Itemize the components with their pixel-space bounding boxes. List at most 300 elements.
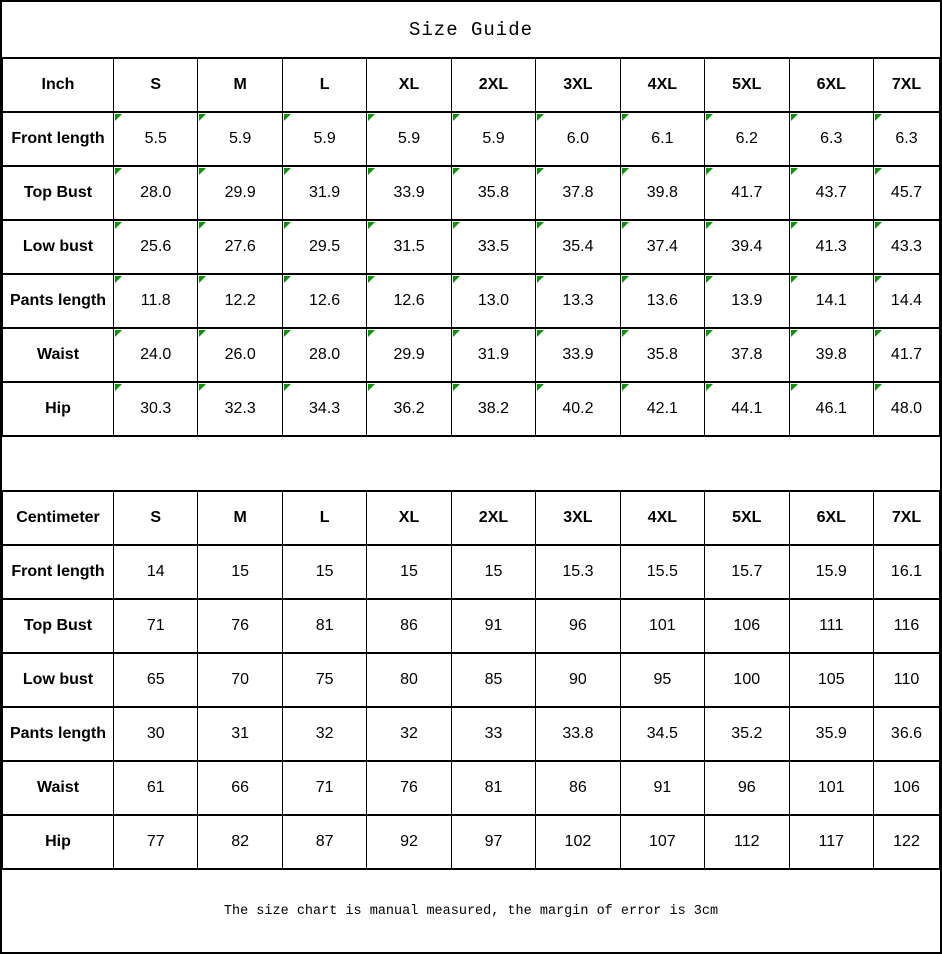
value-cell — [536, 112, 620, 166]
value-text: 40.2 — [562, 400, 594, 417]
table-spacer — [2, 437, 940, 490]
value-cell — [789, 761, 874, 815]
value-text: 37.8 — [731, 346, 763, 363]
value-text: 95 — [653, 671, 672, 688]
size-header-cell: 6XL — [789, 58, 874, 112]
value-text: 116 — [893, 617, 920, 634]
value-cell — [705, 166, 789, 220]
value-text: 5.9 — [313, 130, 336, 147]
value-text: 105 — [817, 671, 845, 688]
number-as-text-flag-icon — [791, 114, 798, 121]
value-text: 39.8 — [815, 346, 847, 363]
value-text: 96 — [737, 779, 756, 796]
value-text: 32 — [315, 725, 334, 742]
size-header-cell: 2XL — [451, 58, 535, 112]
value-text: 5.5 — [144, 130, 167, 147]
size-header-cell: 5XL — [705, 58, 789, 112]
table-row — [3, 112, 940, 166]
value-cell — [705, 815, 789, 869]
value-text: 15.3 — [562, 563, 594, 580]
value-cell — [789, 274, 874, 328]
number-as-text-flag-icon — [537, 330, 544, 337]
value-cell — [536, 220, 620, 274]
number-as-text-flag-icon — [875, 114, 882, 121]
value-cell — [789, 328, 874, 382]
value-cell — [536, 382, 620, 436]
value-cell — [620, 328, 704, 382]
page-title: Size Guide — [408, 18, 534, 41]
size-header-cell: S — [114, 491, 198, 545]
number-as-text-flag-icon — [791, 384, 798, 391]
centimeter-size-table — [2, 490, 940, 870]
number-as-text-flag-icon — [537, 168, 544, 175]
number-as-text-flag-icon — [622, 114, 629, 121]
value-cell — [451, 328, 535, 382]
value-text: 34.3 — [309, 400, 341, 417]
value-text: 6.1 — [651, 130, 674, 147]
number-as-text-flag-icon — [368, 114, 375, 121]
size-header-cell: 4XL — [620, 491, 704, 545]
table-row — [3, 328, 940, 382]
number-as-text-flag-icon — [791, 330, 798, 337]
measurement-label-cell: Waist — [3, 761, 114, 815]
value-text: 12.6 — [393, 292, 425, 309]
size-header-cell: M — [198, 491, 282, 545]
number-as-text-flag-icon — [706, 168, 713, 175]
value-text: 13.3 — [562, 292, 594, 309]
number-as-text-flag-icon — [791, 168, 798, 175]
value-cell — [705, 328, 789, 382]
value-cell — [705, 707, 789, 761]
value-text: 35.2 — [731, 725, 763, 742]
value-cell — [114, 382, 198, 436]
number-as-text-flag-icon — [453, 330, 460, 337]
size-header-cell: XL — [367, 491, 451, 545]
measurement-label-cell: Hip — [3, 815, 114, 869]
number-as-text-flag-icon — [706, 222, 713, 229]
value-text: 106 — [733, 617, 761, 634]
value-text: 31.5 — [393, 238, 425, 255]
value-text: 35.9 — [815, 725, 847, 742]
value-cell — [874, 599, 940, 653]
value-cell — [451, 599, 535, 653]
value-cell — [451, 653, 535, 707]
value-text: 96 — [569, 617, 587, 634]
table-row — [3, 382, 940, 436]
value-cell — [874, 815, 940, 869]
measurement-label-cell: Waist — [3, 328, 114, 382]
value-cell — [451, 166, 535, 220]
inch-size-table — [2, 57, 940, 437]
value-text: 35.8 — [477, 184, 510, 201]
value-text: 31 — [231, 725, 250, 742]
size-header-cell: 5XL — [705, 491, 789, 545]
number-as-text-flag-icon — [368, 276, 375, 283]
value-text: 28.0 — [140, 184, 172, 201]
value-text: 34.5 — [646, 725, 678, 742]
unit-header-cell: Centimeter — [3, 491, 114, 545]
value-cell — [367, 707, 451, 761]
value-text: 90 — [569, 671, 587, 688]
measurement-label-cell: Low bust — [3, 220, 114, 274]
value-cell — [367, 599, 451, 653]
footer-note: The size chart is manual measured, the margin of error is 3cm — [223, 903, 719, 919]
table-row — [3, 761, 940, 815]
number-as-text-flag-icon — [791, 276, 798, 283]
value-cell — [620, 815, 704, 869]
value-cell — [451, 815, 535, 869]
value-cell — [114, 545, 198, 599]
value-cell — [620, 761, 704, 815]
number-as-text-flag-icon — [791, 222, 798, 229]
value-text: 80 — [400, 671, 418, 688]
value-text: 41.7 — [890, 346, 923, 363]
number-as-text-flag-icon — [622, 384, 629, 391]
value-cell — [620, 653, 704, 707]
measurement-label-cell: Low bust — [3, 653, 114, 707]
value-cell — [536, 599, 620, 653]
value-text: 117 — [818, 833, 844, 850]
number-as-text-flag-icon — [875, 384, 882, 391]
value-cell — [282, 220, 366, 274]
value-text: 100 — [733, 671, 761, 688]
number-as-text-flag-icon — [115, 384, 122, 391]
value-cell — [114, 707, 198, 761]
value-text: 41.7 — [731, 184, 763, 201]
value-cell — [620, 274, 704, 328]
size-header-cell: 4XL — [620, 58, 704, 112]
value-cell — [620, 707, 704, 761]
table-row — [3, 545, 940, 599]
value-cell — [198, 220, 282, 274]
value-cell — [536, 707, 620, 761]
size-header-cell: 7XL — [874, 491, 940, 545]
value-cell — [536, 815, 620, 869]
number-as-text-flag-icon — [875, 276, 882, 283]
value-cell — [198, 328, 282, 382]
value-cell — [874, 328, 940, 382]
value-text: 30.3 — [140, 400, 172, 417]
value-text: 97 — [484, 833, 503, 850]
measurement-label-cell: Front length — [3, 545, 114, 599]
value-cell — [705, 761, 789, 815]
value-cell — [451, 382, 535, 436]
value-text: 110 — [893, 671, 920, 688]
value-text: 15.7 — [731, 563, 763, 580]
value-text: 35.8 — [646, 346, 678, 363]
value-text: 82 — [231, 833, 250, 850]
number-as-text-flag-icon — [622, 330, 629, 337]
measurement-label-cell: Top Bust — [3, 166, 114, 220]
value-cell — [620, 112, 704, 166]
value-text: 102 — [564, 833, 592, 850]
value-cell — [536, 274, 620, 328]
value-cell — [114, 220, 198, 274]
value-text: 44.1 — [731, 400, 763, 417]
value-cell — [705, 112, 789, 166]
value-cell — [198, 761, 282, 815]
table-row — [3, 815, 940, 869]
number-as-text-flag-icon — [453, 384, 460, 391]
value-text: 35.4 — [562, 238, 594, 255]
value-cell — [114, 166, 198, 220]
number-as-text-flag-icon — [368, 384, 375, 391]
value-cell — [874, 761, 940, 815]
number-as-text-flag-icon — [706, 384, 713, 391]
size-header-cell: M — [198, 58, 282, 112]
value-cell — [620, 599, 704, 653]
value-cell — [789, 815, 874, 869]
value-cell — [282, 761, 366, 815]
value-text: 111 — [819, 617, 844, 634]
size-header-cell: 2XL — [451, 491, 535, 545]
size-header-cell: L — [282, 491, 366, 545]
value-cell — [114, 274, 198, 328]
value-text: 31.9 — [477, 346, 510, 363]
value-text: 38.2 — [477, 400, 510, 417]
number-as-text-flag-icon — [115, 276, 122, 283]
value-cell — [705, 599, 789, 653]
value-text: 91 — [653, 779, 672, 796]
value-cell — [367, 274, 451, 328]
value-cell — [282, 545, 366, 599]
number-as-text-flag-icon — [199, 168, 206, 175]
value-text: 71 — [146, 617, 165, 634]
measurement-label-cell: Front length — [3, 112, 114, 166]
value-cell — [705, 274, 789, 328]
header-row — [3, 58, 940, 112]
value-text: 42.1 — [646, 400, 678, 417]
value-cell — [451, 761, 535, 815]
value-cell — [282, 815, 366, 869]
value-text: 6.2 — [735, 130, 758, 147]
size-header-cell: XL — [367, 58, 451, 112]
value-text: 48.0 — [890, 400, 923, 417]
number-as-text-flag-icon — [115, 222, 122, 229]
value-text: 15.5 — [646, 563, 678, 580]
value-cell — [114, 761, 198, 815]
value-cell — [282, 707, 366, 761]
number-as-text-flag-icon — [115, 330, 122, 337]
value-text: 43.3 — [890, 238, 923, 255]
value-cell — [198, 274, 282, 328]
value-cell — [451, 112, 535, 166]
value-cell — [367, 815, 451, 869]
value-cell — [789, 382, 874, 436]
number-as-text-flag-icon — [284, 114, 291, 121]
value-text: 76 — [231, 617, 250, 634]
value-text: 27.6 — [224, 238, 256, 255]
value-text: 112 — [734, 833, 760, 850]
table-row — [3, 653, 940, 707]
table-row — [3, 220, 940, 274]
number-as-text-flag-icon — [453, 276, 460, 283]
number-as-text-flag-icon — [115, 168, 122, 175]
value-cell — [451, 274, 535, 328]
value-text: 33 — [484, 725, 503, 742]
value-cell — [874, 707, 940, 761]
value-text: 15 — [484, 563, 503, 580]
table-row — [3, 599, 940, 653]
value-cell — [198, 112, 282, 166]
number-as-text-flag-icon — [199, 330, 206, 337]
value-text: 16.1 — [890, 563, 923, 580]
value-cell — [620, 545, 704, 599]
value-text: 14.4 — [890, 292, 923, 309]
number-as-text-flag-icon — [199, 384, 206, 391]
number-as-text-flag-icon — [453, 168, 460, 175]
number-as-text-flag-icon — [537, 114, 544, 121]
number-as-text-flag-icon — [368, 330, 375, 337]
value-cell — [114, 599, 198, 653]
measurement-label-cell: Top Bust — [3, 599, 114, 653]
value-cell — [198, 653, 282, 707]
value-cell — [367, 220, 451, 274]
value-cell — [789, 545, 874, 599]
value-cell — [282, 328, 366, 382]
value-text: 37.8 — [562, 184, 594, 201]
value-text: 29.5 — [309, 238, 341, 255]
value-text: 77 — [146, 833, 165, 850]
value-text: 41.3 — [815, 238, 847, 255]
value-cell — [536, 166, 620, 220]
value-cell — [367, 761, 451, 815]
value-cell — [451, 545, 535, 599]
value-text: 13.9 — [731, 292, 763, 309]
value-text: 15.9 — [815, 563, 847, 580]
value-cell — [874, 220, 940, 274]
value-text: 75 — [315, 671, 334, 688]
unit-header-cell: Inch — [3, 58, 114, 112]
value-text: 5.9 — [229, 130, 252, 147]
value-text: 71 — [315, 779, 334, 796]
value-text: 46.1 — [815, 400, 847, 417]
value-text: 66 — [231, 779, 250, 796]
value-cell — [536, 545, 620, 599]
value-cell — [874, 382, 940, 436]
value-text: 76 — [400, 779, 418, 796]
value-cell — [198, 815, 282, 869]
value-text: 33.9 — [562, 346, 594, 363]
value-cell — [282, 166, 366, 220]
value-text: 86 — [400, 617, 418, 634]
number-as-text-flag-icon — [115, 114, 122, 121]
value-text: 122 — [893, 833, 920, 850]
value-cell — [705, 545, 789, 599]
value-text: 33.5 — [477, 238, 510, 255]
number-as-text-flag-icon — [199, 276, 206, 283]
value-text: 28.0 — [309, 346, 341, 363]
number-as-text-flag-icon — [622, 168, 629, 175]
value-text: 6.3 — [820, 130, 843, 147]
value-text: 6.3 — [895, 130, 918, 147]
value-cell — [789, 112, 874, 166]
number-as-text-flag-icon — [284, 330, 291, 337]
value-text: 15 — [315, 563, 334, 580]
value-text: 36.2 — [393, 400, 425, 417]
value-cell — [198, 545, 282, 599]
value-text: 32 — [400, 725, 418, 742]
size-header-cell: 7XL — [874, 58, 940, 112]
value-cell — [874, 653, 940, 707]
size-header-cell: 6XL — [789, 491, 874, 545]
value-cell — [874, 166, 940, 220]
value-text: 24.0 — [140, 346, 172, 363]
number-as-text-flag-icon — [199, 114, 206, 121]
value-cell — [789, 166, 874, 220]
number-as-text-flag-icon — [284, 222, 291, 229]
value-text: 5.9 — [482, 130, 505, 147]
value-cell — [705, 220, 789, 274]
value-text: 31.9 — [309, 184, 341, 201]
value-text: 30 — [146, 725, 165, 742]
value-text: 39.4 — [731, 238, 763, 255]
value-text: 101 — [817, 779, 845, 796]
value-text: 91 — [484, 617, 503, 634]
value-text: 70 — [231, 671, 250, 688]
number-as-text-flag-icon — [284, 384, 291, 391]
measurement-label-cell: Hip — [3, 382, 114, 436]
number-as-text-flag-icon — [284, 276, 291, 283]
number-as-text-flag-icon — [453, 114, 460, 121]
value-text: 15 — [400, 563, 418, 580]
value-text: 32.3 — [224, 400, 256, 417]
size-header-cell: 3XL — [536, 58, 620, 112]
number-as-text-flag-icon — [284, 168, 291, 175]
value-text: 29.9 — [393, 346, 425, 363]
value-cell — [620, 382, 704, 436]
value-cell — [367, 328, 451, 382]
value-cell — [367, 545, 451, 599]
number-as-text-flag-icon — [537, 222, 544, 229]
value-text: 37.4 — [646, 238, 678, 255]
number-as-text-flag-icon — [537, 384, 544, 391]
value-cell — [874, 274, 940, 328]
value-text: 107 — [648, 833, 676, 850]
number-as-text-flag-icon — [199, 222, 206, 229]
value-cell — [282, 382, 366, 436]
number-as-text-flag-icon — [875, 330, 882, 337]
value-text: 61 — [146, 779, 165, 796]
value-cell — [874, 112, 940, 166]
value-text: 26.0 — [224, 346, 256, 363]
value-cell — [282, 653, 366, 707]
value-text: 33.8 — [562, 725, 594, 742]
value-text: 81 — [315, 617, 334, 634]
value-text: 101 — [648, 617, 676, 634]
number-as-text-flag-icon — [368, 222, 375, 229]
value-text: 92 — [400, 833, 418, 850]
table-row — [3, 166, 940, 220]
value-text: 25.6 — [140, 238, 172, 255]
number-as-text-flag-icon — [706, 330, 713, 337]
value-text: 36.6 — [890, 725, 923, 742]
value-cell — [367, 382, 451, 436]
value-cell — [198, 599, 282, 653]
table-row — [3, 274, 940, 328]
value-text: 14.1 — [815, 292, 847, 309]
value-text: 45.7 — [890, 184, 923, 201]
size-header-cell: L — [282, 58, 366, 112]
value-cell — [114, 328, 198, 382]
value-text: 13.6 — [646, 292, 678, 309]
value-text: 12.6 — [309, 292, 341, 309]
value-cell — [282, 599, 366, 653]
value-cell — [198, 707, 282, 761]
value-text: 5.9 — [397, 130, 421, 147]
value-cell — [367, 112, 451, 166]
measurement-label-cell: Pants length — [3, 274, 114, 328]
